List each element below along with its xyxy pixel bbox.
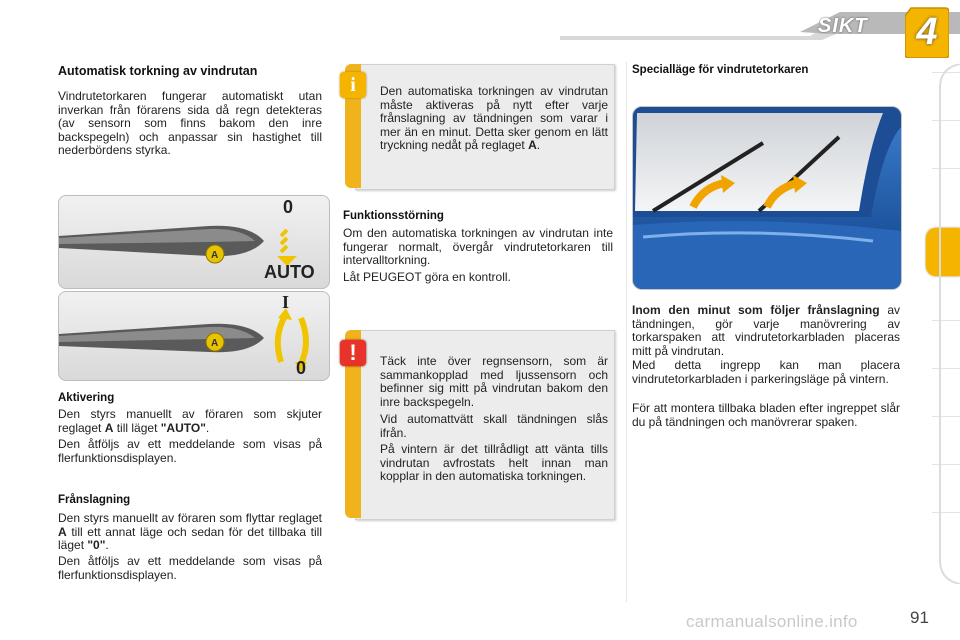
info-icon: i	[340, 72, 366, 98]
special-mode-paragraph-2: Med detta ingrepp kan man placera vindrutetorkarbladen i parkeringsläge på vintern.	[632, 358, 900, 386]
warning-note	[355, 330, 615, 520]
deactivation-paragraph-1: Den styrs manuellt av föraren som flyttar reglaget A till ett annat läge och sedan för det tillbaka till läget "0".	[58, 511, 322, 552]
malfunction-paragraph-1: Om den automatiska torkningen av vindrutan inte fungerar normalt, övergår vindrutetorkaren till intervalltorkning.	[343, 226, 613, 267]
stalk1-label-top: 0	[283, 197, 294, 217]
warning-note-paragraph-2: Vid automattvätt skall tändningen slås ifrån.	[380, 412, 608, 440]
warning-note-paragraph-3: På vintern är det tillrådligt att vänta tills vindrutan avfrostats helt innan man kopplar in den automatiska torkningen.	[380, 442, 608, 483]
special-mode-paragraph-3: För att montera tillbaka bladen efter ingreppet slår du på tändningen och manövrerar spaken.	[632, 401, 900, 429]
special-mode-heading: Specialläge för vindrutetorkaren	[632, 64, 809, 76]
activation-heading: Aktivering	[58, 392, 115, 404]
malfunction-heading: Funktionsstörning	[343, 210, 444, 222]
page-number: 91	[910, 608, 929, 627]
windscreen-illustration	[632, 106, 902, 290]
tab-strip	[926, 64, 960, 584]
activation-paragraph-1: Den styrs manuellt av föraren som skjuter reglaget A till läget "AUTO".	[58, 407, 322, 435]
column-divider	[626, 62, 627, 602]
intro-paragraph: Vindrutetorkaren fungerar automatiskt utan inverkan från förarens sida då regn detekteras (av sensorn som finns bakom den inre backspegeln) och anpassar sin hastighet till nederbördens styrka.	[58, 89, 322, 157]
deactivation-paragraph-2: Den åtföljs av ett meddelande som visas på flerfunktionsdisplayen.	[58, 554, 322, 582]
warning-icon: !	[340, 340, 366, 366]
stalk1-label-bottom: AUTO	[264, 262, 315, 282]
deactivation-heading: Frånslagning	[58, 494, 131, 506]
warning-note-paragraph-1: Täck inte över regnsensorn, som är sammankopplad med ljussensorn och befinner sig mitt på vindrutan bakom den inre backspegeln.	[380, 354, 608, 409]
chapter-number: 4	[916, 11, 938, 53]
stalk2-label-bottom: 0	[296, 358, 307, 378]
activation-paragraph-2: Den åtföljs av ett meddelande som visas på flerfunktionsdisplayen.	[58, 437, 322, 465]
header-band	[560, 10, 960, 40]
stalk2-label-top: I	[282, 292, 290, 312]
stalk-illustration-off	[58, 291, 330, 381]
special-mode-paragraph-1: Inom den minut som följer frånslagning av tändningen, gör varje manövrering av torkarspaken att vindrutetorkarbladen placeras mitt på vindrutan.	[632, 303, 900, 358]
section-title: SIKT	[818, 15, 868, 37]
watermark: carmanualsonline.info	[686, 612, 858, 631]
car-windscreen-icon	[633, 107, 901, 289]
svg-text:A: A	[211, 338, 219, 349]
info-note-text: Den automatiska torkningen av vindrutan måste aktiveras på nytt efter varje frånslagning av tändningen som varar i mer än en minut. Detta sker genom en lätt tryckning nedåt på reglaget A.	[380, 84, 608, 152]
malfunction-paragraph-2: Låt PEUGEOT göra en kontroll.	[343, 270, 511, 284]
svg-text:A: A	[211, 250, 219, 261]
section-heading-auto-wiping: Automatisk torkning av vindrutan	[58, 64, 258, 78]
info-note	[355, 64, 615, 190]
